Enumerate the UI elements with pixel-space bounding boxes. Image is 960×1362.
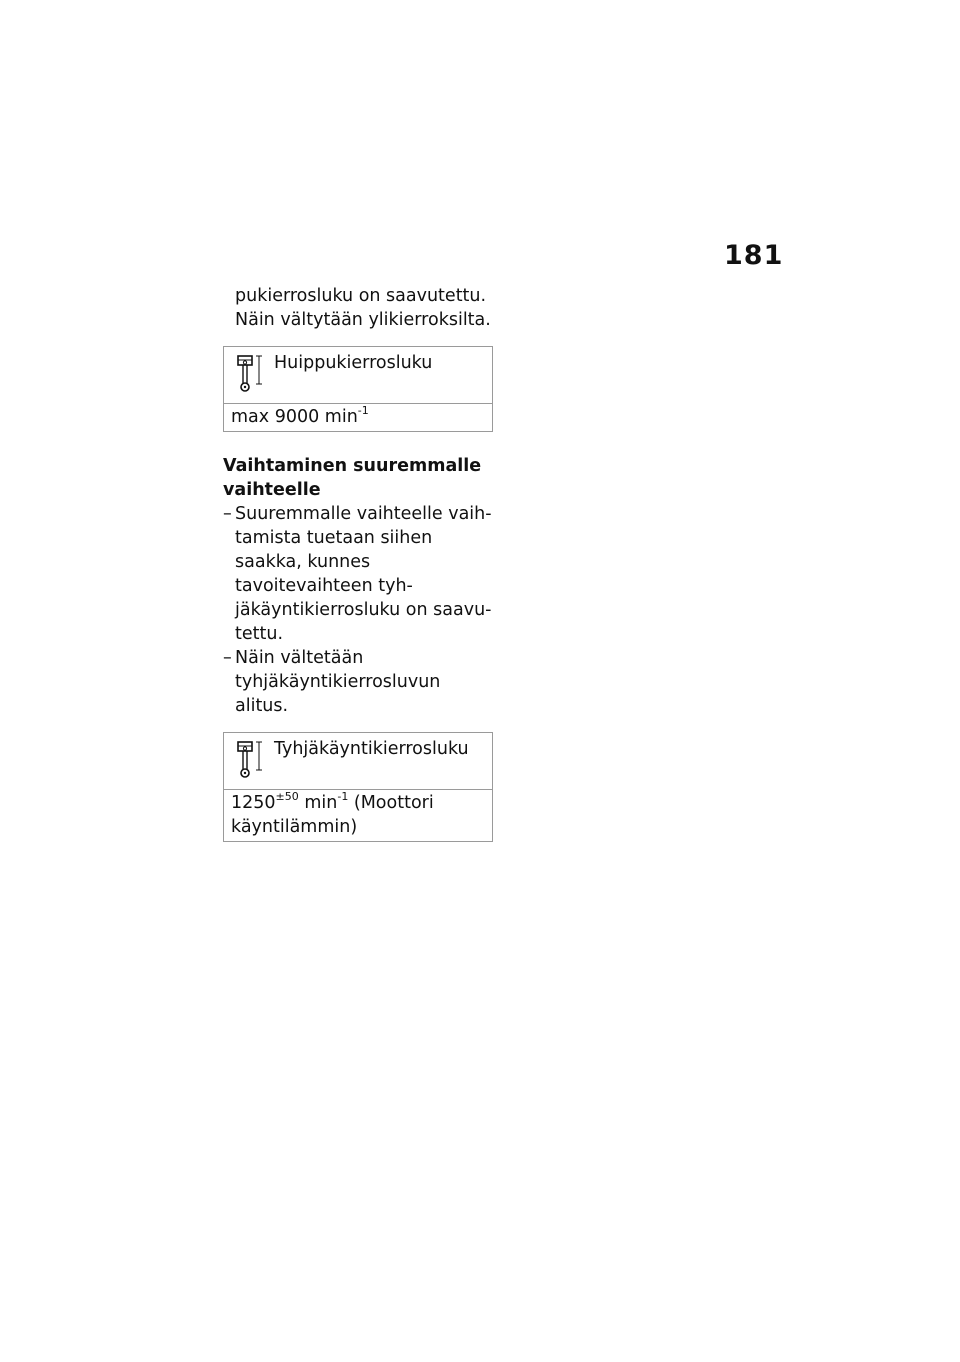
spec-value-exponent: -1 xyxy=(357,404,369,418)
list-item xyxy=(223,646,493,718)
spec-box-header xyxy=(224,733,492,790)
list-item-text: Näin vältetään tyhjäkäyntikierrosluvun alitus. xyxy=(235,648,441,716)
spec-title: Huippukierrosluku xyxy=(274,353,433,373)
spec-box-header xyxy=(224,347,492,404)
piston-gauge-icon xyxy=(236,354,266,394)
spec-value-tolerance: ±50 xyxy=(275,790,299,804)
spec-title: Tyhjäkäyntikierrosluku xyxy=(274,739,469,759)
spec-value xyxy=(224,404,492,431)
spec-box-idle-rpm xyxy=(223,732,493,842)
spec-box-max-rpm xyxy=(223,346,493,432)
content-column xyxy=(223,284,493,842)
spec-value-note: (Moottori käyntilämmin) xyxy=(231,793,434,837)
spec-value-text: max 9000 min xyxy=(231,407,358,427)
page-number: 181 xyxy=(724,240,784,271)
list-item xyxy=(223,502,493,646)
spec-value-base: 1250 xyxy=(231,793,276,813)
list-item-text: Suuremmalle vaihteelle vaihtamista tuetaan siihen saakka, kunnes tavoitevaihteen tyhjäkäyntikierrosluku on saavutettu. xyxy=(235,504,492,644)
list-dash: – xyxy=(223,504,232,524)
section-heading: Vaihtaminen suuremmalle vaihteelle xyxy=(223,456,482,500)
intro-paragraph: pukierrosluku on saavutettu. Näin vältytään ylikierroksilta. xyxy=(235,286,491,330)
spec-value xyxy=(224,790,492,841)
list-dash: – xyxy=(223,648,232,668)
spec-value-unit: min xyxy=(298,793,338,813)
spec-value-exponent: -1 xyxy=(337,790,349,804)
piston-gauge-icon xyxy=(236,740,266,780)
dash-list xyxy=(223,502,493,718)
